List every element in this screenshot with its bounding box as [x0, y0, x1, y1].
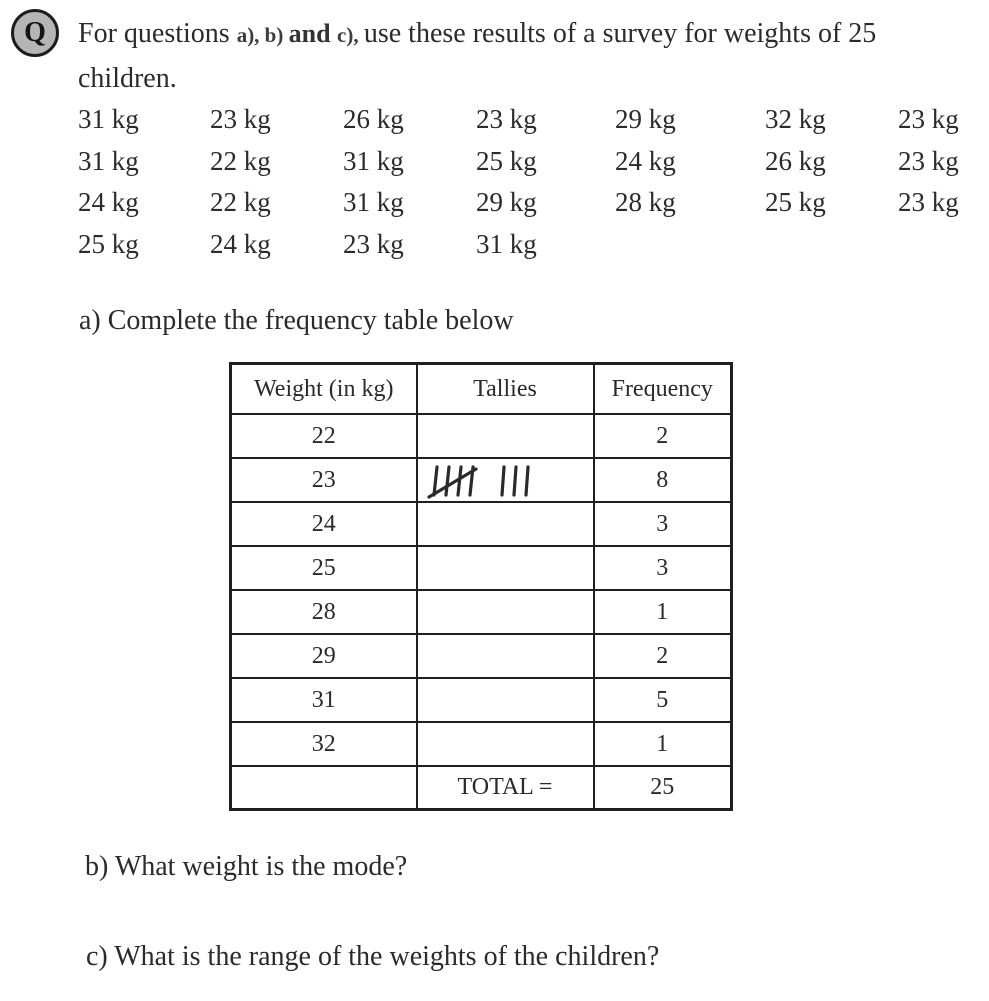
table-row: [231, 414, 732, 458]
weight-cell: 29: [231, 634, 417, 678]
question-badge: [11, 9, 59, 57]
weight-value: 23 kg: [898, 145, 959, 176]
intro-rest: use these results of a survey for weights of 25: [363, 18, 877, 49]
weight-value: 23 kg: [898, 104, 959, 134]
tally-cell: [417, 502, 594, 546]
table-row: [231, 722, 732, 766]
frequency-cell: 2: [594, 414, 732, 458]
frequency-cell: 1: [594, 722, 732, 766]
table-row: [231, 634, 732, 678]
weight-value: 23 kg: [210, 104, 271, 134]
weight-value: 24 kg: [78, 187, 139, 217]
empty-cell: [231, 766, 417, 810]
weight-value: 23 kg: [343, 228, 404, 259]
weight-value: 26 kg: [343, 104, 404, 134]
tally-cell: [417, 722, 594, 766]
total-label: TOTAL =: [417, 766, 594, 810]
tally-cell: [417, 590, 594, 634]
intro-and: and: [288, 19, 338, 48]
part-b-prompt: b) What weight is the mode?: [85, 851, 408, 882]
weight-value: 28 kg: [615, 187, 676, 217]
tally-cell: [417, 458, 594, 502]
frequency-cell: 3: [594, 546, 732, 590]
column-header-weight: Weight (in kg): [231, 364, 417, 415]
weight-value: 25 kg: [78, 228, 139, 259]
weight-cell: 24: [231, 502, 417, 546]
weight-value: 22 kg: [210, 187, 271, 217]
table-row: [231, 458, 732, 502]
weight-cell: 32: [231, 722, 417, 766]
frequency-cell: 3: [594, 502, 732, 546]
part-a-prompt: a) Complete the frequency table below: [79, 305, 514, 336]
tally-cell: [417, 678, 594, 722]
intro-line2: children.: [78, 63, 177, 94]
weight-value: 24 kg: [210, 228, 271, 259]
tally-marks-icon: [426, 462, 546, 500]
column-header-tallies: Tallies: [417, 364, 594, 415]
frequency-table: [229, 362, 733, 811]
intro-ref-c: c),: [337, 23, 364, 47]
weight-cell: 23: [231, 458, 417, 502]
weight-value: 29 kg: [476, 187, 537, 217]
question-badge-letter: Q: [24, 17, 46, 48]
frequency-cell: 8: [594, 458, 732, 502]
tally-cell: [417, 414, 594, 458]
frequency-table-container: [229, 362, 733, 811]
frequency-cell: 2: [594, 634, 732, 678]
total-value: 25: [594, 766, 732, 810]
weight-value: 25 kg: [476, 145, 537, 176]
weights-grid: [78, 99, 988, 265]
weight-value: 31 kg: [78, 145, 139, 176]
weight-value: 31 kg: [343, 145, 404, 176]
weight-value: 23 kg: [898, 187, 959, 217]
weight-cell: 28: [231, 590, 417, 634]
frequency-cell: 5: [594, 678, 732, 722]
weight-value: 29 kg: [615, 104, 676, 134]
intro-prefix: For questions: [78, 18, 237, 49]
frequency-cell: 1: [594, 590, 732, 634]
column-header-frequency: Frequency: [594, 364, 732, 415]
weight-cell: 31: [231, 678, 417, 722]
weight-value: 31 kg: [476, 228, 537, 259]
weight-value: 24 kg: [615, 145, 676, 176]
weight-value: 31 kg: [343, 187, 404, 217]
weight-value: 25 kg: [765, 187, 826, 217]
weight-value: 32 kg: [765, 104, 826, 134]
total-row: [231, 766, 732, 810]
table-row: [231, 546, 732, 590]
question-intro: [78, 12, 978, 101]
frequency-table-header-row: [231, 364, 732, 415]
tally-cell: [417, 634, 594, 678]
tally-cell: [417, 546, 594, 590]
part-c-prompt: c) What is the range of the weights of the children?: [86, 941, 660, 972]
intro-ref-ab: a), b): [236, 23, 289, 47]
table-row: [231, 590, 732, 634]
table-row: [231, 502, 732, 546]
weight-value: 26 kg: [765, 145, 826, 176]
weight-value: 22 kg: [210, 145, 271, 176]
table-row: [231, 678, 732, 722]
weight-cell: 25: [231, 546, 417, 590]
weight-cell: 22: [231, 414, 417, 458]
weight-value: 23 kg: [476, 104, 537, 134]
weight-value: 31 kg: [78, 104, 139, 134]
